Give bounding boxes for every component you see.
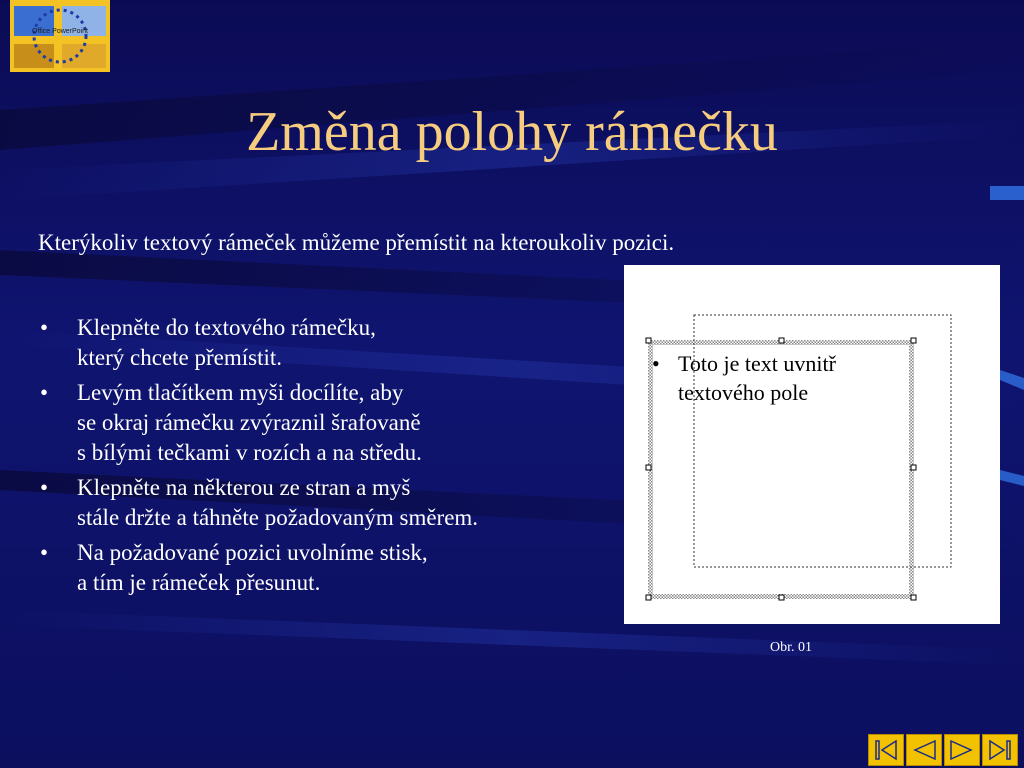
bullet-item [38,473,618,533]
bullet-line: a tím je rámeček přesunut. [77,570,321,595]
bullet-item [38,378,618,468]
resize-handle[interactable] [646,465,651,470]
bullet-line: • Levým tlačítkem myši docílíte, aby [77,380,404,405]
previous-slide-icon [909,737,939,763]
bullet-line: se okraj rámečku zvýraznil šrafovaně [77,410,421,435]
next-slide-button[interactable] [944,734,980,766]
bullet-line: s bílými tečkami v rozích a na středu. [77,440,422,465]
textbox-line: Toto je text uvnitř [678,351,836,376]
bullet-line: • Klepněte do textového rámečku, [77,315,376,340]
bullet-line: který chcete přemístit. [77,345,283,370]
first-slide-button[interactable] [868,734,904,766]
resize-handle[interactable] [646,338,651,343]
first-slide-icon [871,737,901,763]
figure-textbox-move [624,265,1000,624]
bullet-item [38,538,618,598]
slide-navigation [868,734,1022,766]
resize-handle[interactable] [779,338,784,343]
office-powerpoint-logo [10,0,110,72]
next-slide-icon [947,737,977,763]
last-slide-button[interactable] [982,734,1018,766]
resize-handle[interactable] [646,595,651,600]
textbox-content[interactable] [652,349,836,407]
bullet-line: • Na požadované pozici uvolníme stisk, [77,540,428,565]
bullet-item [38,313,618,373]
bullet-line: stále držte a táhněte požadovaným směrem. [77,505,479,530]
resize-handle[interactable] [911,595,916,600]
figure-caption: Obr. 01 [770,640,812,655]
slide-title: Změna polohy rámečku [246,101,778,163]
bullet-list [38,313,618,603]
resize-handle[interactable] [911,465,916,470]
textbox-diagram [624,265,1000,624]
last-slide-icon [985,737,1015,763]
logo-caption: Office PowerPoint [32,28,88,35]
previous-slide-button[interactable] [906,734,942,766]
bullet-line: • Klepněte na některou ze stran a myš [77,475,411,500]
textbox-line: textového pole [678,380,809,405]
resize-handle[interactable] [911,338,916,343]
intro-text: Kterýkoliv textový rámeček můžeme přemístit na kteroukoliv pozici. [38,230,675,255]
resize-handle[interactable] [779,595,784,600]
textbox-bullet: • [652,351,660,376]
